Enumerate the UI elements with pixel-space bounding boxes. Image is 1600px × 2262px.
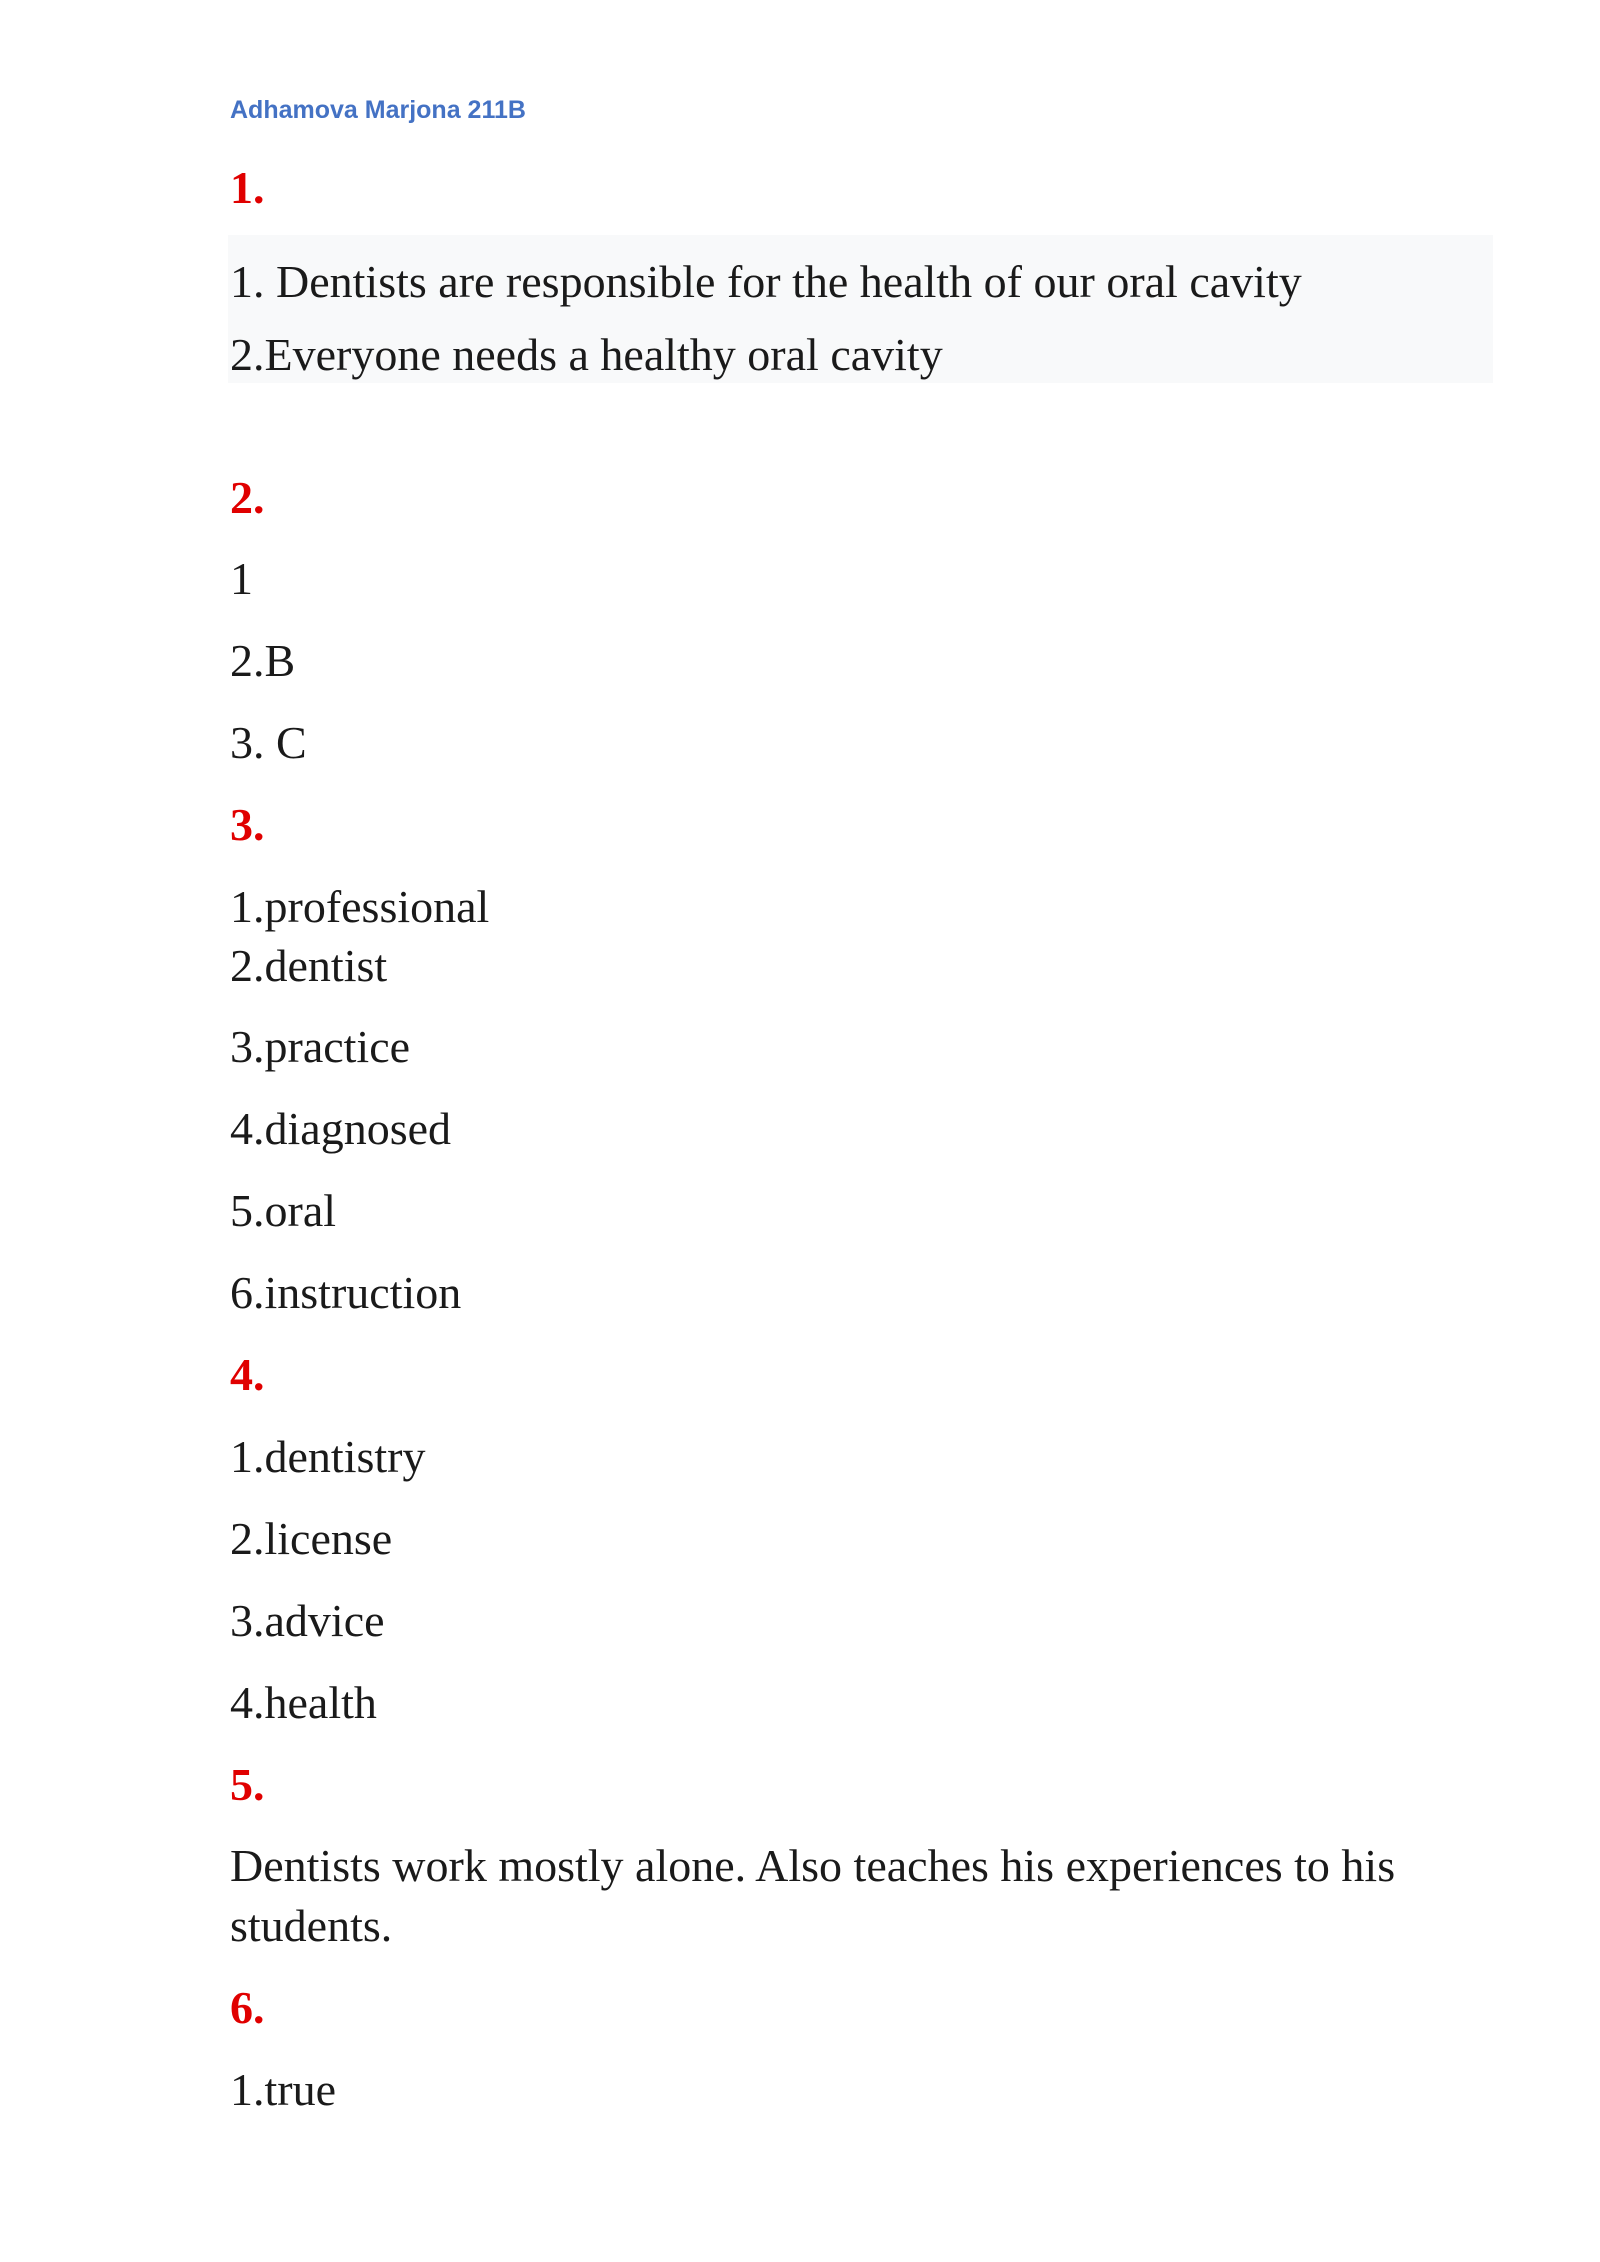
section-4-line-3: 3.advice	[230, 1595, 385, 1646]
section-3-number: 3.	[230, 799, 265, 850]
section-3-line-3: 3.practice	[230, 1021, 411, 1072]
section-4-number: 4.	[230, 1349, 265, 1400]
section-5-line-2: students.	[230, 1900, 393, 1951]
section-2-line-1: 1	[230, 553, 253, 604]
section-2-number: 2.	[230, 472, 265, 523]
section-3-line-6: 6.instruction	[230, 1267, 462, 1318]
section-3-line-1: 1.professional	[230, 881, 490, 932]
section-2-line-3: 3. C	[230, 717, 307, 768]
section-1-line-1: 1. Dentists are responsible for the health of our oral cavity	[230, 256, 1302, 307]
section-4-line-1: 1.dentistry	[230, 1431, 426, 1482]
section-6-line-1: 1.true	[230, 2064, 337, 2115]
section-2-line-2: 2.B	[230, 635, 296, 686]
section-3-line-5: 5.oral	[230, 1185, 337, 1236]
section-1-number: 1.	[230, 162, 265, 213]
section-6-number: 6.	[230, 1982, 265, 2033]
section-3-line-2: 2.dentist	[230, 940, 388, 991]
section-5-number: 5.	[230, 1759, 265, 1810]
section-4-line-4: 4.health	[230, 1677, 377, 1728]
author-name: Adhamova Marjona 211B	[230, 96, 526, 124]
section-3-line-4: 4.diagnosed	[230, 1103, 452, 1154]
section-1-line-2: 2.Everyone needs a healthy oral cavity	[230, 329, 943, 380]
section-4-line-2: 2.license	[230, 1513, 393, 1564]
section-5-line-1: Dentists work mostly alone. Also teaches his experiences to his	[230, 1840, 1396, 1891]
